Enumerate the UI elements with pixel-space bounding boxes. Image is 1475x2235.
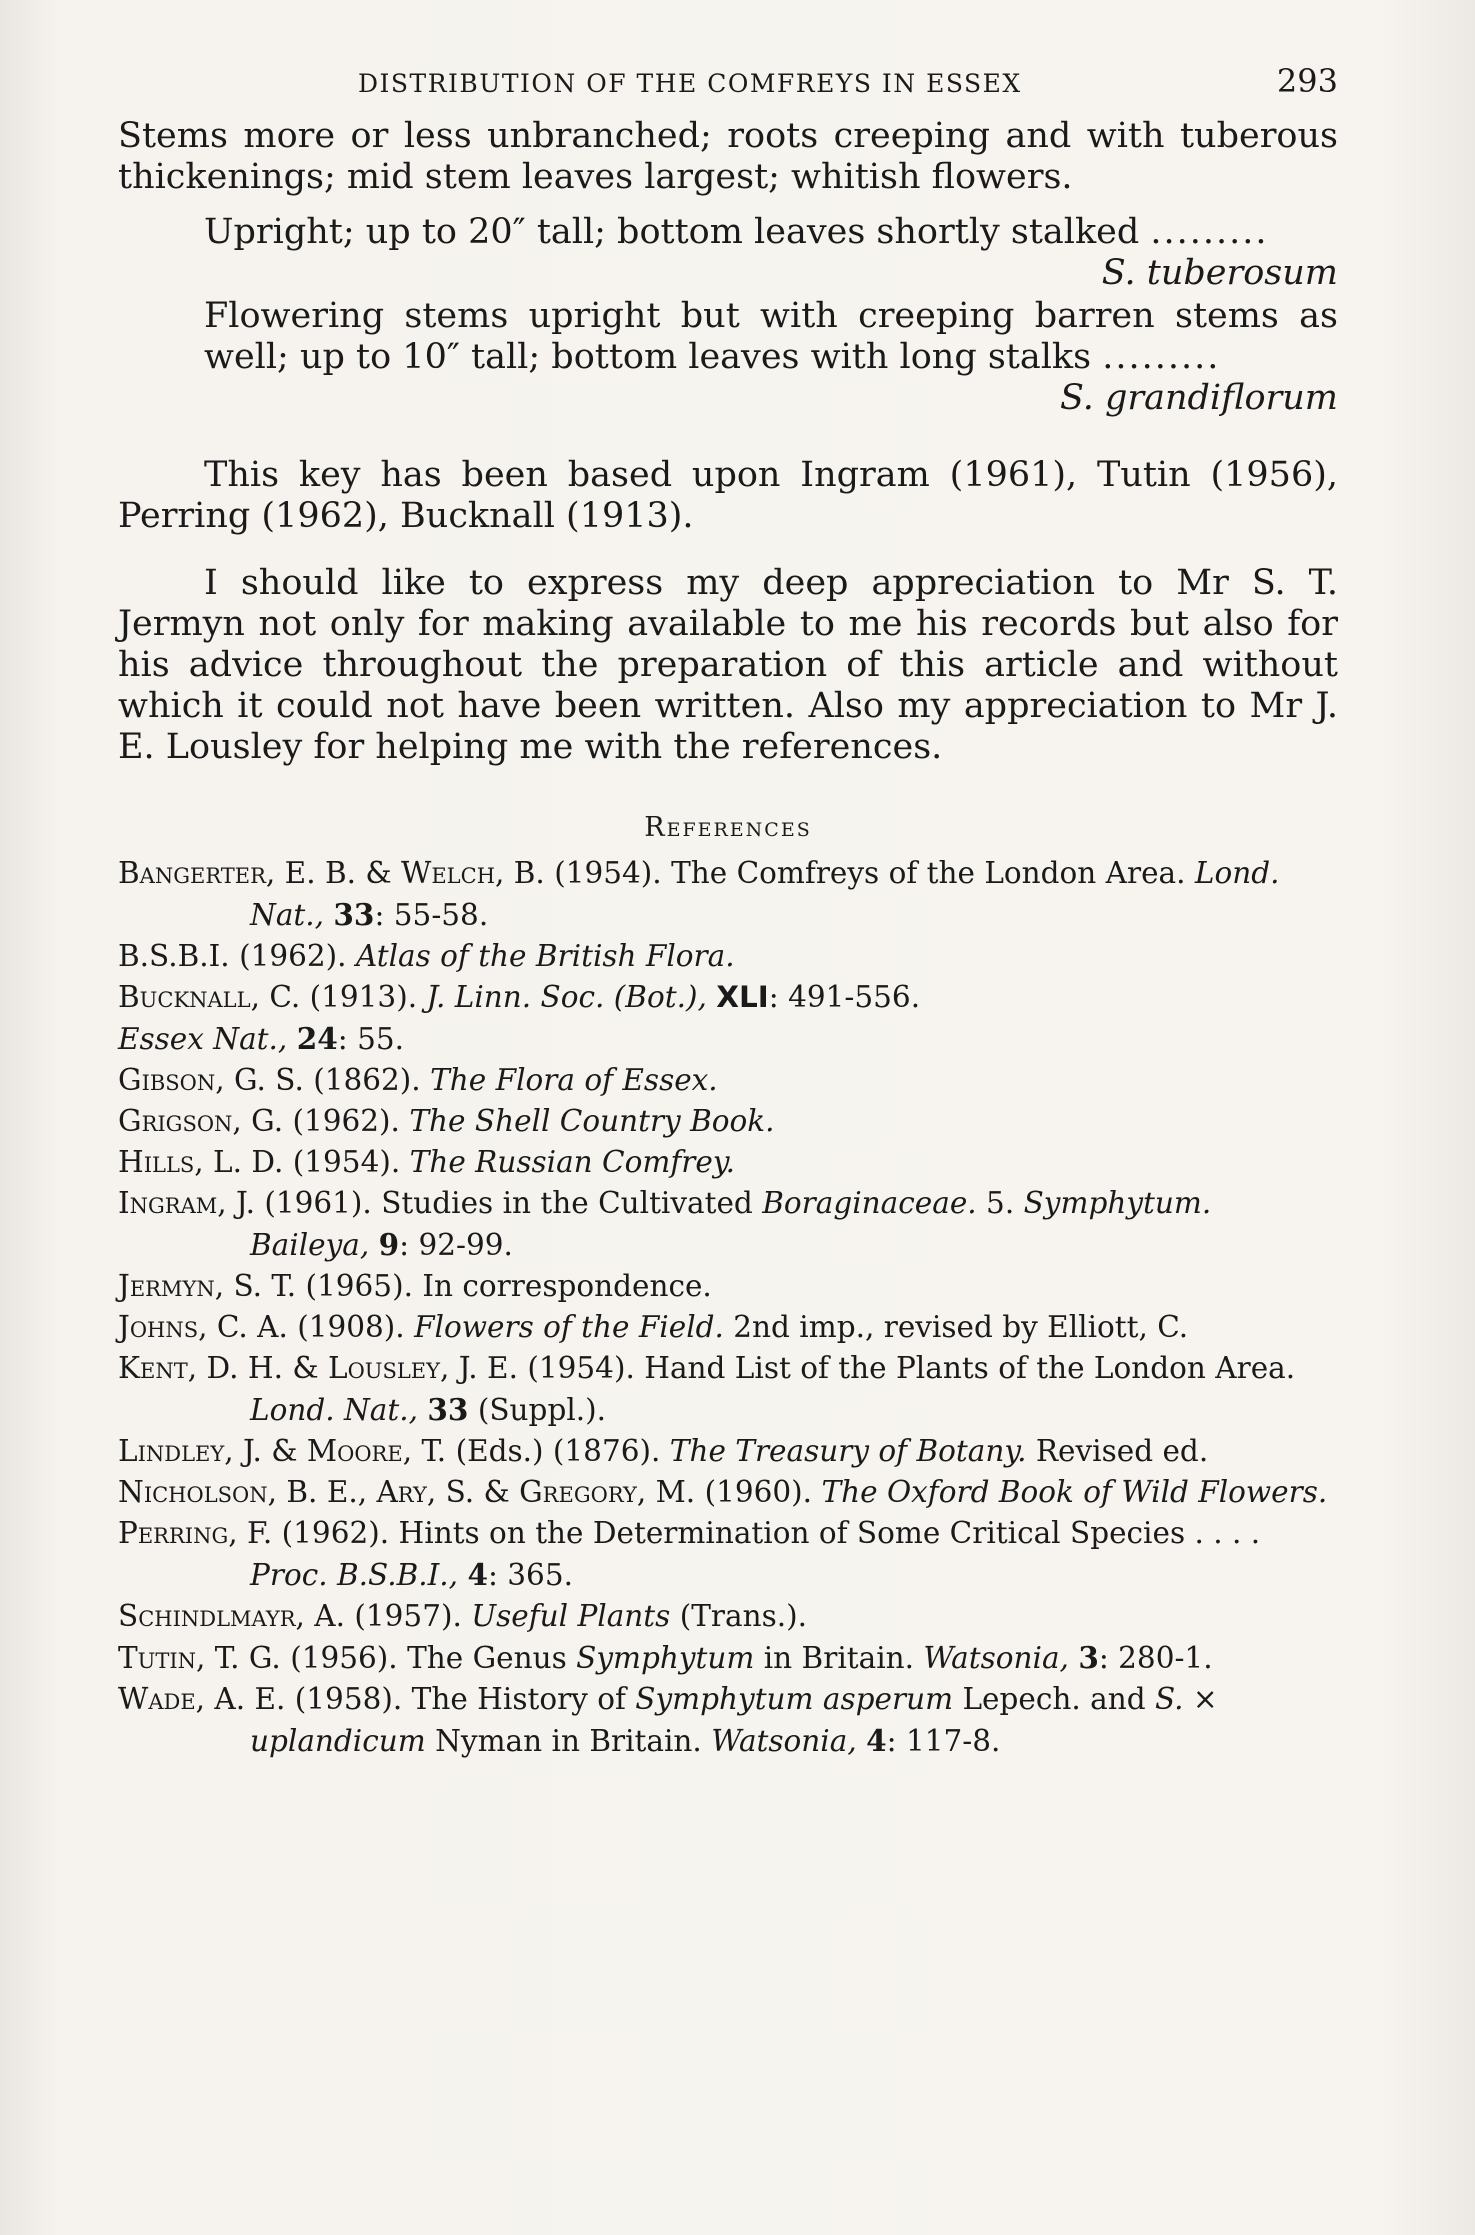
ref-year: (1962). bbox=[281, 1516, 390, 1550]
ref-text: The History of bbox=[411, 1682, 626, 1716]
leader-dots: ......... bbox=[1150, 212, 1269, 252]
reference-entry bbox=[118, 853, 1338, 936]
ref-text: In correspondence. bbox=[422, 1269, 712, 1303]
ref-author: Nicholson, B. E., Ary, S. & Gregory, M. bbox=[118, 1475, 696, 1509]
key-species: S. tuberosum bbox=[1101, 253, 1338, 293]
ref-volume: 3 bbox=[1078, 1640, 1099, 1675]
reference-entry bbox=[118, 1060, 1338, 1101]
ref-pages: (Suppl.). bbox=[477, 1393, 607, 1427]
ref-text: The Genus bbox=[407, 1641, 567, 1675]
ref-journal: Proc. B.S.B.I., bbox=[250, 1558, 459, 1592]
ref-text: Revised ed. bbox=[1035, 1434, 1209, 1468]
ref-year: (1862). bbox=[313, 1063, 421, 1097]
ref-author: Lindley, J. & Moore, T. bbox=[118, 1434, 447, 1468]
ref-author: Johns, C. A. bbox=[118, 1310, 288, 1344]
ref-text: Hints on the Determination of Some Critical Species . . . . bbox=[398, 1516, 1261, 1550]
ref-title: The Shell Country Book. bbox=[409, 1104, 775, 1138]
ref-pages: : 92-99. bbox=[399, 1228, 513, 1262]
ref-text: Studies in the Cultivated bbox=[381, 1186, 753, 1220]
key-item-description: Flowering stems upright but with creeping barren stems as well; up to 10″ tall; bottom leaves with long stalks bbox=[204, 296, 1338, 377]
ref-year: (1954). bbox=[292, 1145, 401, 1179]
ref-year: (1913). bbox=[309, 980, 418, 1014]
references-heading: References bbox=[644, 812, 812, 843]
ref-text: Lepech. and bbox=[962, 1682, 1146, 1716]
reference-list bbox=[118, 853, 1338, 1762]
ref-title: The Flora of Essex. bbox=[430, 1063, 718, 1097]
ref-pages: : 55-58. bbox=[374, 898, 489, 932]
ref-pages: : 117-8. bbox=[886, 1724, 1001, 1758]
ref-year: (1958). bbox=[294, 1682, 403, 1716]
ref-author: Tutin, T. G. bbox=[118, 1641, 281, 1675]
running-title: DISTRIBUTION OF THE COMFREYS IN ESSEX bbox=[358, 69, 1022, 98]
ref-volume: 33 bbox=[333, 897, 375, 932]
ref-italic-text: Boraginaceae. bbox=[762, 1186, 977, 1220]
reference-entry bbox=[118, 1101, 1338, 1142]
ref-journal: Lond. Nat., bbox=[250, 856, 1280, 932]
ref-title: The Oxford Book of Wild Flowers. bbox=[821, 1475, 1328, 1509]
ref-text: in Britain. bbox=[763, 1641, 915, 1675]
page-number: 293 bbox=[1276, 62, 1338, 100]
ref-year: (1957). bbox=[354, 1599, 462, 1633]
ref-journal: Watsonia, bbox=[923, 1641, 1069, 1675]
ref-journal: J. Linn. Soc. (Bot.), bbox=[426, 980, 707, 1014]
ref-author: B.S.B.I. bbox=[118, 939, 230, 973]
page-content bbox=[118, 62, 1338, 1762]
ref-author: Wade, A. E. bbox=[118, 1682, 286, 1716]
reference-entry bbox=[118, 1266, 1338, 1307]
ref-text: The Comfreys of the London Area. bbox=[671, 856, 1186, 890]
page-header bbox=[118, 62, 1338, 110]
reference-entry bbox=[118, 1637, 1338, 1679]
reference-entry bbox=[118, 1596, 1338, 1637]
ref-journal: Essex Nat., bbox=[118, 1022, 288, 1056]
ref-title: The Russian Comfrey. bbox=[409, 1145, 735, 1179]
reference-entry bbox=[118, 1142, 1338, 1183]
ref-italic-text: S. × uplandicum bbox=[250, 1682, 1218, 1758]
ref-author: Perring, F. bbox=[118, 1516, 273, 1550]
paragraph: This key has been based upon Ingram (1961), Tutin (1956), Perring (1962), Bucknall (1913). bbox=[118, 455, 1338, 536]
ref-text: Hand List of the Plants of the London Area. bbox=[644, 1351, 1296, 1385]
ref-pages: : 55. bbox=[337, 1022, 404, 1056]
ref-author: Grigson, G. bbox=[118, 1104, 284, 1138]
ref-italic-text: Symphytum bbox=[576, 1641, 755, 1675]
ref-year: (1962). bbox=[239, 939, 347, 973]
ref-journal: Lond. Nat., bbox=[250, 1393, 418, 1427]
ref-title: Flowers of the Field. bbox=[414, 1310, 724, 1344]
ref-author: Schindlmayr, A. bbox=[118, 1599, 345, 1633]
reference-entry bbox=[118, 1679, 1338, 1762]
ref-text: Nyman in Britain. bbox=[435, 1724, 702, 1758]
ref-journal: Baileya, bbox=[250, 1228, 370, 1262]
ref-journal: Watsonia, bbox=[711, 1724, 857, 1758]
ref-pages: : 491-556. bbox=[768, 980, 921, 1014]
reference-entry bbox=[118, 1513, 1338, 1596]
reference-entry bbox=[118, 1307, 1338, 1348]
ref-year: (1961). bbox=[264, 1186, 372, 1220]
ref-title: The Treasury of Botany. bbox=[669, 1434, 1027, 1468]
ref-volume: 9 bbox=[378, 1227, 400, 1262]
ref-year: (1954). bbox=[527, 1351, 635, 1385]
key-item bbox=[118, 296, 1338, 419]
ref-italic-text: Symphytum asperum bbox=[635, 1682, 954, 1716]
ref-author: Jermyn, S. T. bbox=[118, 1269, 297, 1303]
ref-volume: 4 bbox=[467, 1557, 488, 1592]
ref-title: Useful Plants bbox=[471, 1599, 671, 1633]
key-item-text bbox=[204, 296, 1338, 378]
ref-text: 5. bbox=[986, 1186, 1015, 1220]
ref-text: (Trans.). bbox=[679, 1599, 807, 1633]
ref-year: (1956). bbox=[290, 1641, 398, 1675]
ref-italic-text: Symphytum. bbox=[1023, 1186, 1212, 1220]
ref-year: (1960). bbox=[704, 1475, 813, 1509]
key-item bbox=[118, 212, 1338, 294]
reference-entry bbox=[118, 1183, 1338, 1266]
ref-author: Bucknall, C. bbox=[118, 980, 301, 1014]
key-species: S. grandiflorum bbox=[1059, 378, 1338, 418]
key-item-text bbox=[204, 212, 1338, 253]
reference-entry bbox=[118, 977, 1338, 1018]
reference-entry bbox=[118, 1018, 1338, 1060]
reference-entry bbox=[118, 1348, 1338, 1431]
ref-volume: XLI bbox=[716, 980, 769, 1014]
ref-year: (Eds.) (1876). bbox=[455, 1434, 661, 1468]
ref-pages: : 280-1. bbox=[1098, 1641, 1213, 1675]
reference-entry bbox=[118, 1472, 1338, 1513]
leader-dots: ......... bbox=[1102, 337, 1221, 377]
ref-author: Hills, L. D. bbox=[118, 1145, 284, 1179]
ref-text: 2nd imp., revised by Elliott, C. bbox=[733, 1310, 1189, 1344]
key-item-description: Upright; up to 20″ tall; bottom leaves shortly stalked bbox=[204, 212, 1140, 252]
ref-year: (1954). bbox=[554, 856, 662, 890]
key-lead: Stems more or less unbranched; roots creeping and with tuberous thickenings; mid stem leaves largest; whitish flowers. bbox=[118, 116, 1338, 197]
ref-year: (1965). bbox=[305, 1269, 413, 1303]
reference-entry bbox=[118, 1431, 1338, 1472]
ref-year: (1908). bbox=[297, 1310, 405, 1344]
ref-volume: 24 bbox=[296, 1021, 338, 1056]
ref-author: Kent, D. H. & Lousley, J. E. bbox=[118, 1351, 518, 1385]
ref-volume: 4 bbox=[866, 1723, 887, 1758]
ref-title: Atlas of the British Flora. bbox=[355, 939, 735, 973]
ref-volume: 33 bbox=[427, 1392, 469, 1427]
ref-pages: : 365. bbox=[487, 1558, 573, 1592]
paragraph: I should like to express my deep appreciation to Mr S. T. Jermyn not only for making available to me his records but also for his advice throughout the preparation of this article and without which it could not have been written. Also my appreciation to Mr J. E. Lousley for helping me with the references. bbox=[118, 563, 1338, 767]
ref-year: (1962). bbox=[292, 1104, 400, 1138]
ref-author: Ingram, J. bbox=[118, 1186, 255, 1220]
ref-author: Gibson, G. S. bbox=[118, 1063, 304, 1097]
ref-author: Bangerter, E. B. & Welch, B. bbox=[118, 856, 545, 890]
reference-entry bbox=[118, 936, 1338, 977]
